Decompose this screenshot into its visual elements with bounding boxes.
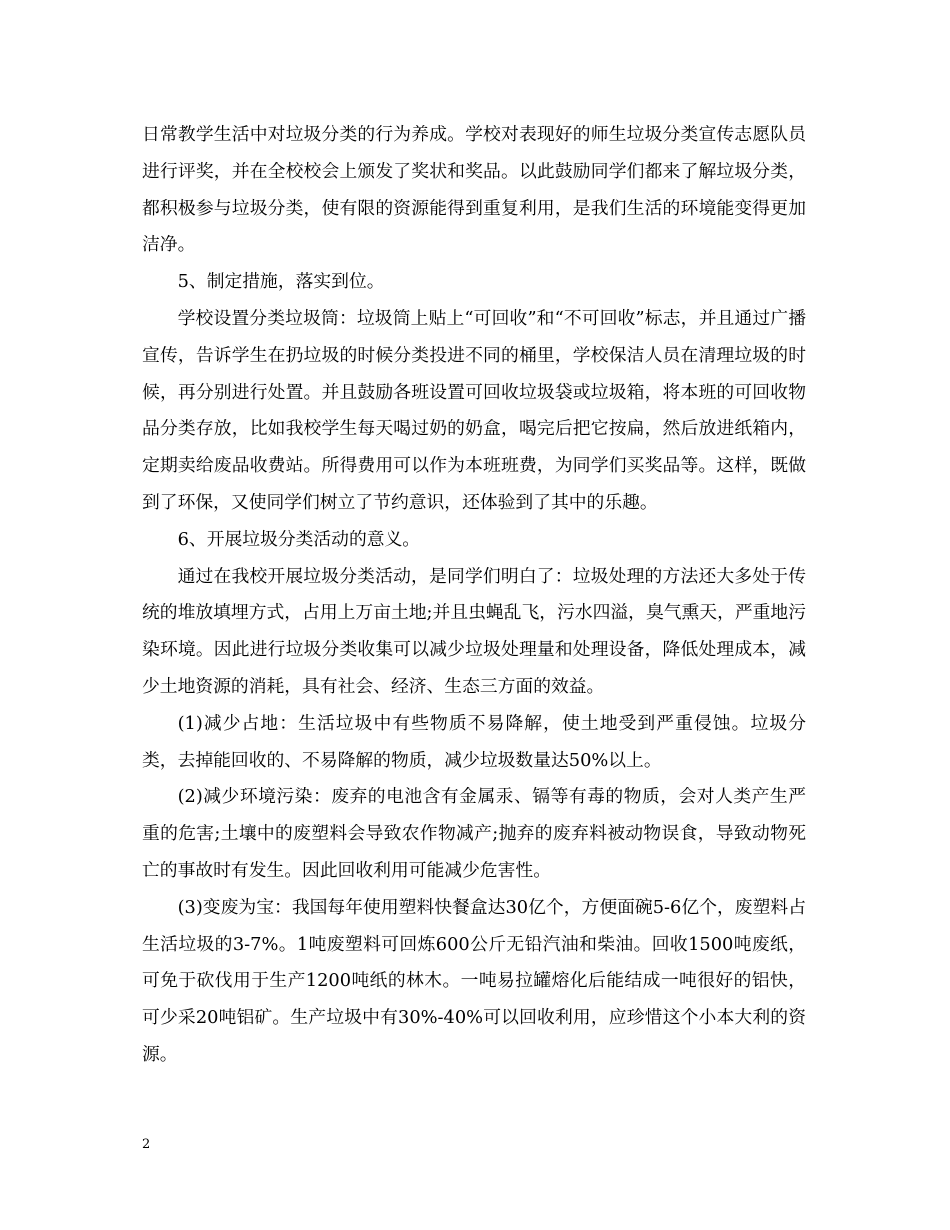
list-item-3: (3)变废为宝：我国每年使用塑料快餐盒达30亿个，方便面碗5-6亿个，废塑料占生活垃圾的3-7%。1吨废塑料可回炼600公斤无铅汽油和柴油。回收1500吨废纸，可免于砍伐用于生产1200吨纸的林木。一吨易拉罐熔化后能结成一吨很好的铝快，可少采20吨铝矿。生产垃圾中有30%-40%可以回收利用，应珍惜这个小本大利的资源。 — [142, 896, 806, 1065]
page-number: 2 — [142, 1137, 151, 1152]
list-item-2: (2)减少环境污染：废弃的电池含有金属汞、镉等有毒的物质，会对人类产生严重的危害;土壤中的废塑料会导致农作物减产;抛弃的废弃料被动物误食，导致动物死亡的事故时有发生。因此回收利用可能减少危害性。 — [142, 786, 806, 881]
document-body — [142, 117, 806, 1074]
list-item-1: (1)减少占地：生活垃圾中有些物质不易降解，使土地受到严重侵蚀。垃圾分类，去掉能回收的、不易降解的物质，减少垃圾数量达50%以上。 — [142, 712, 806, 771]
paragraph-1: 日常教学生活中对垃圾分类的行为养成。学校对表现好的师生垃圾分类宣传志愿队员进行评奖，并在全校校会上颁发了奖状和奖品。以此鼓励同学们都来了解垃圾分类，都积极参与垃圾分类，使有限的资源能得到重复利用，是我们生活的环境能变得更加洁净。 — [142, 124, 806, 256]
paragraph-3: 通过在我校开展垃圾分类活动，是同学们明白了：垃圾处理的方法还大多处于传统的堆放填埋方式，占用上万亩土地;并且虫蝇乱飞，污水四溢，臭气熏天，严重地污染环境。因此进行垃圾分类收集可以减少垃圾处理量和处理设备，降低处理成本，减少土地资源的消耗，具有社会、经济、生态三方面的效益。 — [142, 565, 806, 697]
section-heading-5: 5、制定措施，落实到位。 — [177, 271, 385, 293]
paragraph-2: 学校设置分类垃圾筒：垃圾筒上贴上“可回收”和“不可回收”标志，并且通过广播宣传，告诉学生在扔垃圾的时候分类投进不同的桶里，学校保洁人员在清理垃圾的时候，再分别进行处置。并且鼓励各班设置可回收垃圾袋或垃圾箱，将本班的可回收物品分类存放，比如我校学生每天喝过奶的奶盒，喝完后把它按扁，然后放进纸箱内，定期卖给废品收费站。所得费用可以作为本班班费，为同学们买奖品等。这样，既做到了环保，又使同学们树立了节约意识，还体验到了其中的乐趣。 — [142, 307, 806, 513]
section-heading-6: 6、开展垃圾分类活动的意义。 — [177, 528, 421, 550]
